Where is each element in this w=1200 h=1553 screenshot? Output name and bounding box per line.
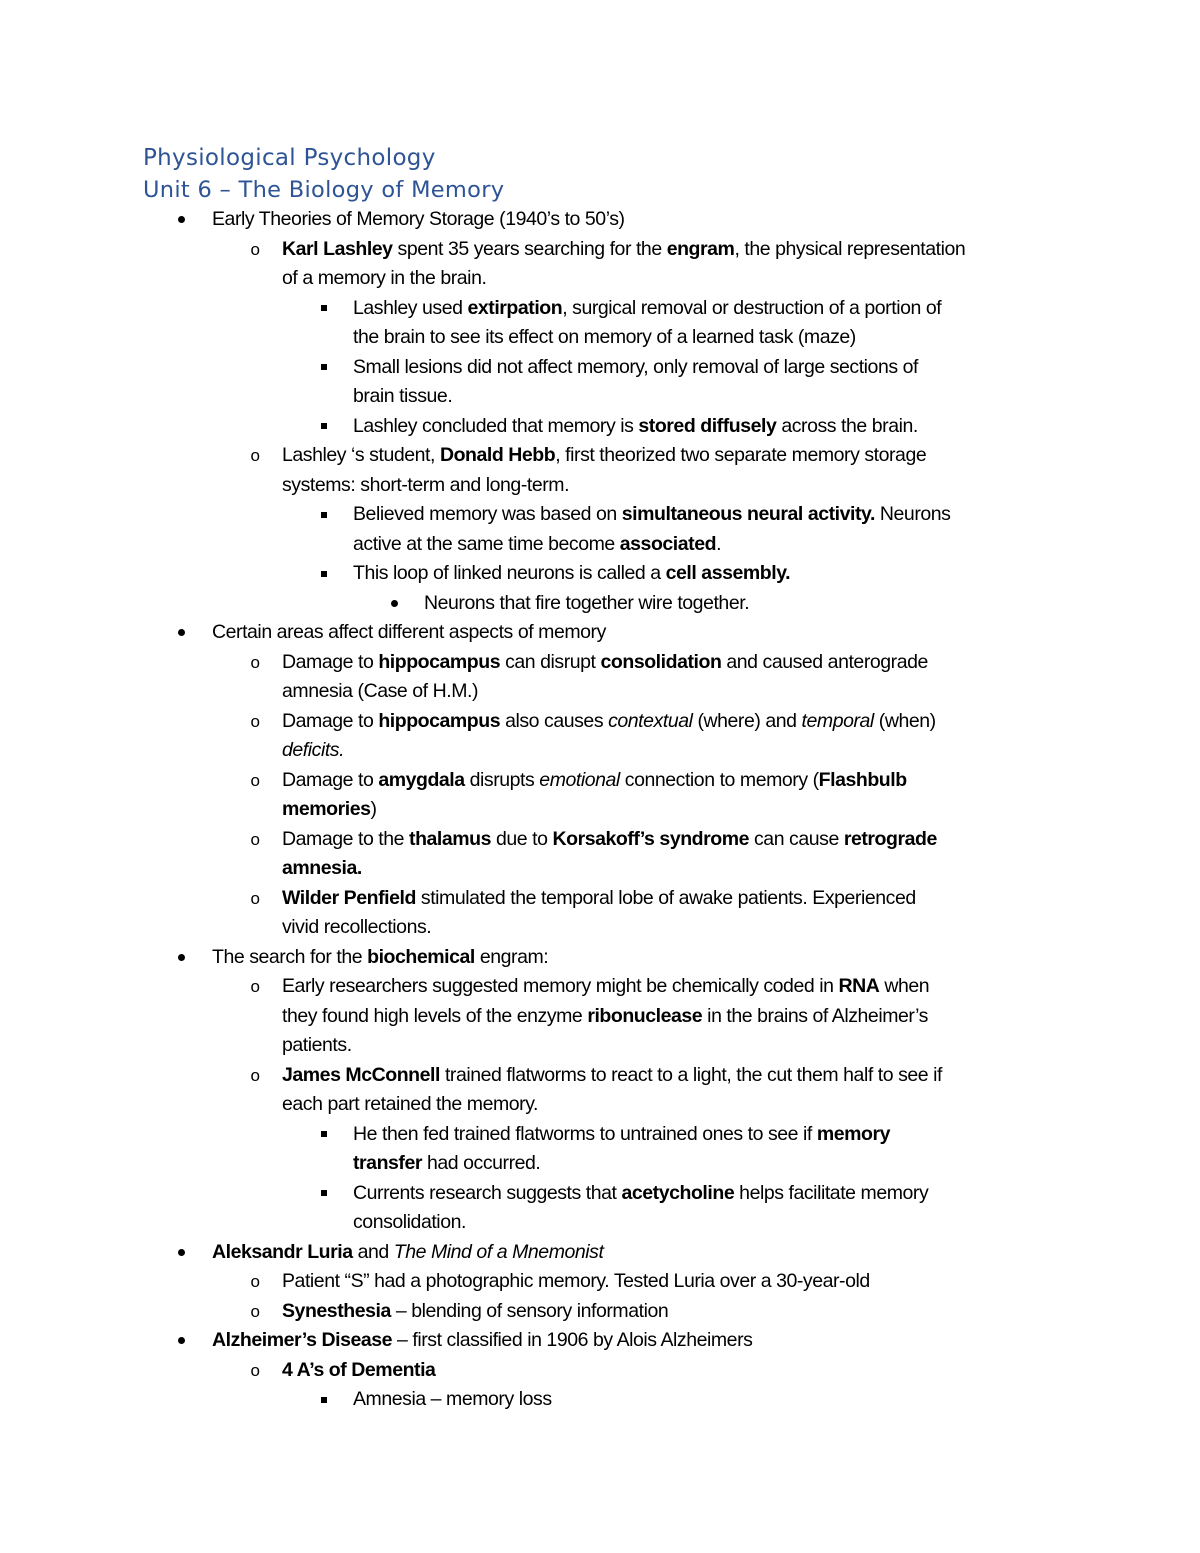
bold-term: transfer bbox=[353, 1152, 423, 1174]
text-run: , first theorized two separate memory storage bbox=[555, 444, 927, 466]
text-run: This loop of linked neurons is called a bbox=[353, 562, 666, 584]
hollow-circle-bullet-icon: o bbox=[250, 652, 260, 672]
text-run: each part retained the memory. bbox=[282, 1093, 539, 1115]
outline-line bbox=[0, 471, 1200, 501]
text-run: connection to memory ( bbox=[619, 768, 819, 791]
outline-line bbox=[0, 412, 1200, 442]
outline-line-text bbox=[353, 412, 918, 442]
outline-line-text bbox=[282, 884, 916, 914]
outline-line bbox=[0, 1326, 1200, 1356]
text-run: . bbox=[716, 532, 722, 555]
outline-line bbox=[0, 1297, 1200, 1327]
outline-line bbox=[0, 736, 1200, 766]
text-run: in the brains of Alzheimer’s bbox=[702, 1004, 928, 1027]
text-run: trained flatworms to react to a light, the cut them half to see if bbox=[439, 1063, 943, 1086]
outline-line bbox=[0, 353, 1200, 383]
outline-line bbox=[0, 530, 1200, 560]
square-bullet-icon bbox=[314, 412, 334, 442]
outline-line bbox=[0, 707, 1200, 737]
text-run: they found high levels of the enzyme bbox=[282, 1004, 588, 1027]
outline-line bbox=[0, 648, 1200, 678]
outline-line bbox=[0, 441, 1200, 471]
outline-line-text bbox=[353, 1385, 552, 1415]
hollow-circle-bullet-icon: o bbox=[250, 888, 260, 908]
outline-line-text bbox=[282, 1297, 668, 1327]
text-run: and bbox=[352, 1240, 394, 1263]
outline-line bbox=[0, 795, 1200, 825]
outline-line-text bbox=[282, 1031, 352, 1061]
text-run: Early researchers suggested memory might be chemically coded in bbox=[282, 975, 839, 997]
outline-line bbox=[0, 1149, 1200, 1179]
bullet-icon bbox=[384, 589, 404, 619]
outline-line bbox=[0, 972, 1200, 1002]
text-run: across the brain. bbox=[776, 414, 918, 437]
text-run: systems: short-term and long-term. bbox=[282, 473, 570, 496]
outline-line-text bbox=[353, 1179, 928, 1209]
square-bullet-icon bbox=[314, 1179, 334, 1209]
text-run: – first classified in 1906 by Alois Alzheimers bbox=[392, 1329, 753, 1351]
bullet-icon bbox=[171, 205, 191, 235]
outline-line bbox=[0, 1090, 1200, 1120]
outline-line-text bbox=[424, 589, 749, 619]
hollow-circle-bullet-icon: o bbox=[250, 977, 260, 997]
outline-line-text bbox=[353, 500, 950, 530]
bold-term: memory bbox=[816, 1122, 891, 1145]
bold-term: Karl Lashley bbox=[282, 237, 393, 260]
outline-line-text bbox=[282, 1090, 538, 1120]
text-run: Damage to the bbox=[282, 827, 410, 850]
bold-term: memories bbox=[282, 798, 371, 820]
text-run: vivid recollections. bbox=[282, 916, 432, 938]
outline-line-text bbox=[353, 294, 941, 324]
hollow-circle-bullet-icon: o bbox=[250, 239, 260, 259]
bold-term: thalamus bbox=[409, 827, 492, 850]
text-run: Believed memory was based on bbox=[353, 503, 622, 525]
text-run: the brain to see its effect on memory of a learned task (maze) bbox=[353, 326, 856, 348]
bullet-icon bbox=[171, 943, 191, 973]
outline-line bbox=[0, 559, 1200, 589]
outline-line-text bbox=[353, 559, 790, 589]
bold-term: amygdala bbox=[378, 768, 465, 791]
outline-line-text bbox=[282, 441, 926, 471]
text-run: Amnesia – memory loss bbox=[353, 1388, 552, 1410]
text-run: Certain areas affect different aspects of memory bbox=[212, 621, 606, 643]
text-run: of a memory in the brain. bbox=[282, 267, 487, 289]
outline-line-text bbox=[282, 264, 486, 294]
text-run: Lashley ‘s student, bbox=[282, 444, 440, 466]
outline-line-text bbox=[282, 677, 478, 707]
text-run: – blending of sensory information bbox=[390, 1299, 669, 1322]
text-run: patients. bbox=[282, 1034, 352, 1056]
bold-term: extirpation bbox=[467, 296, 563, 319]
text-run: (where) and bbox=[692, 709, 802, 732]
bold-term: Alzheimer’s Disease bbox=[212, 1329, 393, 1351]
text-run: consolidation. bbox=[353, 1211, 466, 1233]
square-bullet-icon bbox=[314, 294, 334, 324]
page-title: Physiological Psychology bbox=[143, 145, 436, 171]
outline-line-text bbox=[353, 1149, 540, 1179]
outline-line-text bbox=[282, 854, 362, 884]
outline-line bbox=[0, 825, 1200, 855]
text-run: due to bbox=[491, 827, 553, 850]
outline-line bbox=[0, 1179, 1200, 1209]
bold-term: James McConnell bbox=[282, 1063, 440, 1086]
bold-term: retrograde bbox=[843, 827, 937, 850]
bold-term: engram bbox=[666, 237, 735, 260]
outline-line-text bbox=[282, 707, 936, 737]
text-run: (when) bbox=[873, 709, 936, 732]
hollow-circle-bullet-icon: o bbox=[250, 770, 260, 790]
text-run: ) bbox=[370, 798, 377, 820]
outline-line bbox=[0, 264, 1200, 294]
bold-term: Aleksandr Luria bbox=[212, 1240, 353, 1263]
outline-line-text bbox=[282, 736, 344, 766]
outline-line-text bbox=[353, 323, 856, 353]
hollow-circle-bullet-icon: o bbox=[250, 1065, 260, 1085]
text-run: can cause bbox=[749, 827, 844, 850]
outline-line bbox=[0, 943, 1200, 973]
outline-line bbox=[0, 766, 1200, 796]
outline-line bbox=[0, 500, 1200, 530]
outline-line bbox=[0, 1061, 1200, 1091]
text-run: Early Theories of Memory Storage (1940’s to 50’s) bbox=[212, 208, 625, 230]
outline-line bbox=[0, 1002, 1200, 1032]
outline-line-text bbox=[282, 235, 965, 265]
outline-line bbox=[0, 1356, 1200, 1386]
bold-term: simultaneous neural activity. bbox=[621, 503, 875, 525]
text-run: The search for the bbox=[212, 945, 368, 968]
outline-line bbox=[0, 854, 1200, 884]
outline-line bbox=[0, 913, 1200, 943]
text-run: engram: bbox=[474, 945, 549, 968]
outline-line-text bbox=[212, 618, 606, 648]
outline-line bbox=[0, 1208, 1200, 1238]
text-run: Damage to bbox=[282, 768, 379, 791]
outline-line-text bbox=[282, 471, 569, 501]
outline-line-text bbox=[353, 530, 721, 560]
square-bullet-icon bbox=[314, 353, 334, 383]
outline-line bbox=[0, 235, 1200, 265]
outline-line-text bbox=[353, 353, 918, 383]
outline-line-text bbox=[282, 648, 928, 678]
square-bullet-icon bbox=[314, 1120, 334, 1150]
outline-line-text bbox=[212, 943, 548, 973]
outline-line bbox=[0, 1031, 1200, 1061]
bold-term: hippocampus bbox=[378, 650, 501, 673]
text-run: helps facilitate memory bbox=[734, 1181, 929, 1204]
outline-line-text bbox=[282, 972, 929, 1002]
text-run: can disrupt bbox=[500, 650, 601, 673]
outline-line bbox=[0, 1238, 1200, 1268]
bold-term: RNA bbox=[838, 975, 880, 997]
notes-outline bbox=[0, 205, 1200, 1415]
outline-line-text bbox=[212, 1326, 752, 1356]
unit-heading: Unit 6 – The Biology of Memory bbox=[143, 177, 505, 203]
hollow-circle-bullet-icon: o bbox=[250, 711, 260, 731]
hollow-circle-bullet-icon: o bbox=[250, 1301, 260, 1321]
bold-term: 4 A’s of Dementia bbox=[282, 1358, 436, 1381]
bold-term: Synesthesia bbox=[282, 1299, 391, 1322]
outline-line-text bbox=[212, 1238, 603, 1268]
text-run: , the physical representation bbox=[734, 237, 966, 260]
hollow-circle-bullet-icon: o bbox=[250, 446, 260, 466]
italic-text: deficits. bbox=[282, 739, 345, 761]
outline-line-text bbox=[353, 382, 452, 412]
bold-term: associated bbox=[619, 532, 717, 555]
square-bullet-icon bbox=[314, 1385, 334, 1415]
square-bullet-icon bbox=[314, 500, 334, 530]
outline-line bbox=[0, 618, 1200, 648]
text-run: Damage to bbox=[282, 709, 379, 732]
bold-term: ribonuclease bbox=[587, 1004, 703, 1027]
text-run: stimulated the temporal lobe of awake patients. Experienced bbox=[415, 886, 916, 909]
bullet-icon bbox=[171, 1238, 191, 1268]
text-run: , surgical removal or destruction of a portion of bbox=[562, 296, 942, 319]
bullet-icon bbox=[171, 618, 191, 648]
text-run: brain tissue. bbox=[353, 385, 453, 407]
text-run: disrupts bbox=[464, 768, 540, 791]
bold-term: cell assembly. bbox=[665, 562, 791, 584]
outline-line-text bbox=[282, 1267, 870, 1297]
outline-line-text bbox=[282, 1356, 435, 1386]
square-bullet-icon bbox=[314, 559, 334, 589]
text-run: Lashley concluded that memory is bbox=[353, 414, 639, 437]
text-run: had occurred. bbox=[422, 1152, 541, 1174]
bold-term: amnesia. bbox=[282, 857, 362, 879]
outline-line bbox=[0, 1385, 1200, 1415]
outline-line bbox=[0, 294, 1200, 324]
outline-line bbox=[0, 1267, 1200, 1297]
bold-term: Flashbulb bbox=[818, 768, 907, 791]
outline-line bbox=[0, 884, 1200, 914]
bold-term: Wilder Penfield bbox=[282, 886, 416, 909]
text-run: Neurons that fire together wire together. bbox=[424, 591, 750, 614]
text-run: Currents research suggests that bbox=[353, 1181, 622, 1204]
bold-term: Korsakoff’s syndrome bbox=[552, 827, 750, 850]
text-run: amnesia (Case of H.M.) bbox=[282, 680, 478, 702]
text-run: also causes bbox=[500, 709, 609, 732]
outline-line-text bbox=[353, 1120, 890, 1150]
hollow-circle-bullet-icon: o bbox=[250, 1272, 260, 1292]
text-run: Small lesions did not affect memory, only removal of large sections of bbox=[353, 355, 918, 378]
outline-line-text bbox=[282, 795, 377, 825]
bold-term: Donald Hebb bbox=[439, 444, 556, 466]
bold-term: consolidation bbox=[600, 650, 722, 673]
outline-line-text bbox=[282, 825, 937, 855]
outline-line-text bbox=[282, 913, 431, 943]
bullet-icon bbox=[171, 1326, 191, 1356]
hollow-circle-bullet-icon: o bbox=[250, 1360, 260, 1380]
outline-line-text bbox=[282, 1002, 928, 1032]
bold-term: stored diffusely bbox=[638, 414, 777, 437]
bold-term: biochemical bbox=[367, 945, 475, 968]
text-run: Lashley used bbox=[353, 296, 468, 319]
italic-text: The Mind of a Mnemonist bbox=[393, 1240, 604, 1263]
outline-line-text bbox=[212, 205, 625, 235]
text-run: and caused anterograde bbox=[721, 650, 928, 673]
hollow-circle-bullet-icon: o bbox=[250, 829, 260, 849]
italic-text: temporal bbox=[801, 709, 874, 732]
text-run: when bbox=[879, 975, 930, 997]
italic-text: emotional bbox=[539, 768, 620, 791]
italic-text: contextual bbox=[608, 709, 693, 732]
outline-line bbox=[0, 589, 1200, 619]
text-run: spent 35 years searching for the bbox=[392, 237, 667, 260]
bold-term: hippocampus bbox=[378, 709, 501, 732]
outline-line bbox=[0, 382, 1200, 412]
bold-term: acetycholine bbox=[621, 1181, 735, 1204]
outline-line-text bbox=[282, 1061, 942, 1091]
text-run: He then fed trained flatworms to untrained ones to see if bbox=[353, 1122, 817, 1145]
text-run: Patient “S” had a photographic memory. Tested Luria over a 30-year-old bbox=[282, 1270, 870, 1292]
text-run: active at the same time become bbox=[353, 532, 620, 555]
text-run: Damage to bbox=[282, 650, 379, 673]
outline-line bbox=[0, 205, 1200, 235]
outline-line bbox=[0, 677, 1200, 707]
outline-line bbox=[0, 323, 1200, 353]
outline-line bbox=[0, 1120, 1200, 1150]
text-run: Neurons bbox=[874, 503, 951, 525]
outline-line-text bbox=[353, 1208, 466, 1238]
outline-line-text bbox=[282, 766, 907, 796]
